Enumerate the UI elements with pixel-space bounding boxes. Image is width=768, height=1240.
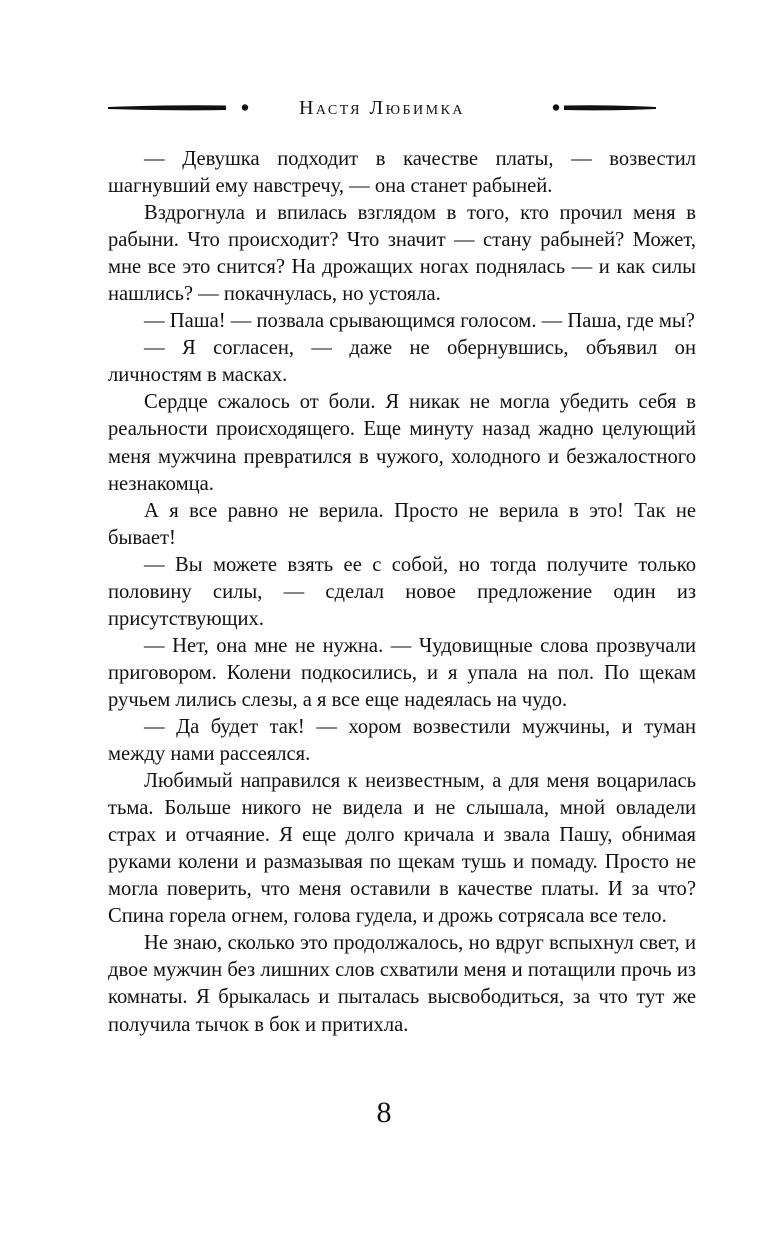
paragraph: А я все равно не верила. Просто не верила в это! Так не бывает!	[108, 499, 696, 549]
paragraph: — Я согласен, — даже не обернувшись, объявил он личностям в масках.	[108, 337, 696, 387]
running-head-title: Настя Любимка	[298, 97, 466, 119]
paragraph: — Да будет так! — хором возвестили мужчины, и туман между нами рассеялся.	[108, 715, 696, 766]
running-header	[108, 95, 656, 125]
paragraph: Любимый направился к неизвестным, а для меня воцарилась тьма. Больше никого не видела и не слышала, мной овладели страх и отчаяние. Я еще долго кричала и звала Пашу, обнимая руками колени и размазывая по щекам тушь и помаду. Просто не могла поверить, что меня оставили в качестве платы. И за что? Спина горела огнем, голова гудела, и дрожь сотрясала все тело.	[108, 770, 696, 928]
body-text	[108, 146, 696, 1039]
page-number: 8	[376, 1096, 392, 1129]
paragraph: — Паша! — позвала срывающимся голосом. — Паша, где мы?	[144, 310, 695, 333]
paragraph: — Нет, она мне не нужна. — Чудовищные слова прозвучали приговором. Колени подкосились, и я упала на пол. По щекам ручьем лились слезы, а я все еще надеялась на чудо.	[108, 634, 696, 711]
paragraph: Вздрогнула и впилась взглядом в того, кто прочил меня в рабыни. Что происходит? Что значит — стану рабыней? Может, мне все это снится? На дрожащих ногах поднялась — и как силы нашлись? — покачнулась, но устояла.	[108, 202, 696, 306]
paragraph: — Девушка подходит в качестве платы, — возвестил шагнувший ему навстречу, — она станет рабыней.	[108, 148, 696, 198]
paragraph: Сердце сжалось от боли. Я никак не могла убедить себя в реальности происходящего. Еще минуту назад жадно целующий меня мужчина превратился в чужого, холодного и безжалостного незнакомца.	[108, 391, 696, 495]
paragraph: — Вы можете взять ее с собой, но тогда получите только половину силы, — сделал новое предложение один из присутствующих.	[108, 553, 696, 630]
paragraph: Не знаю, сколько это продолжалось, но вдруг вспыхнул свет, и двое мужчин без лишних слов схватили меня и потащили прочь из комнаты. Я брыкалась и пыталась высвободиться, за что тут же получила тычок в бок и притихла.	[108, 932, 696, 1036]
